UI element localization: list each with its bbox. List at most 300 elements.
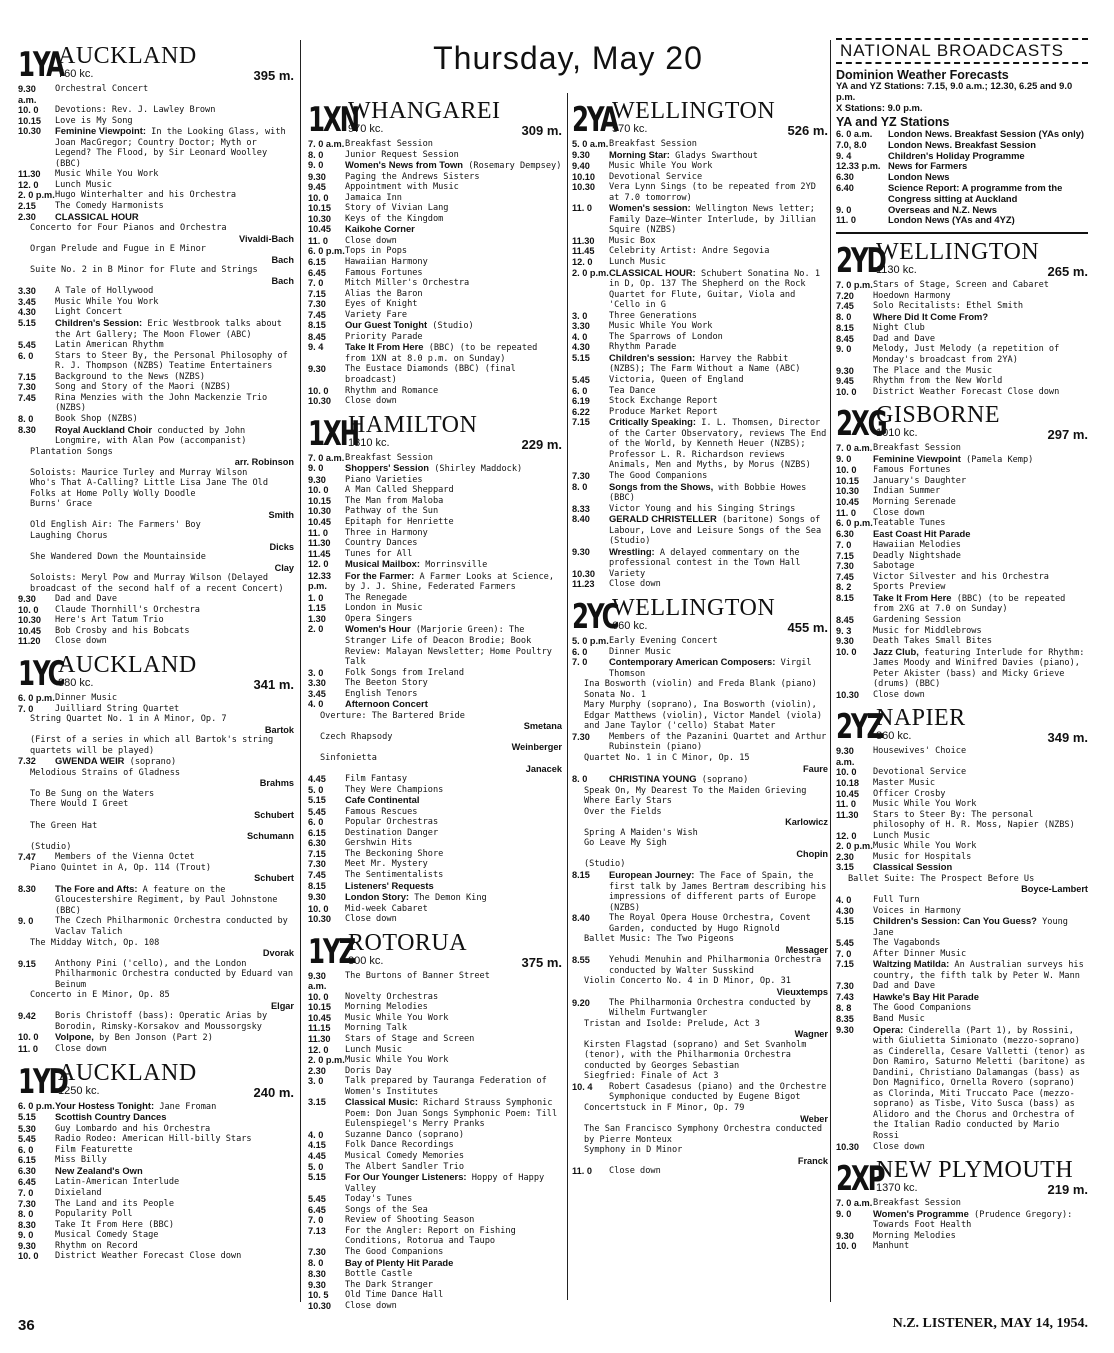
programme-row bbox=[572, 417, 828, 471]
composer-credit: Karlowicz bbox=[785, 817, 828, 828]
programme-highlight: Take It From Here bbox=[345, 341, 424, 353]
programme-detail: Old English Air: The Farmers' Boy bbox=[30, 520, 201, 531]
station-wavelength: 240 m. bbox=[253, 1084, 294, 1100]
station-wavelength: 455 m. bbox=[787, 619, 828, 635]
programme-detail: Ina Bosworth (violin) and Freda Blank (piano) Sonata No. 1 bbox=[584, 679, 817, 700]
programme-time: 1. 0 bbox=[308, 592, 324, 603]
programme-time: 1.15 bbox=[308, 603, 326, 614]
programme-description: The Sentimentalists bbox=[345, 870, 444, 880]
programme-time: 9.30 bbox=[836, 365, 854, 376]
programme-text bbox=[345, 904, 562, 915]
station-block-1xn bbox=[308, 99, 562, 407]
programme-description: Book Shop (NZBS) bbox=[55, 413, 138, 424]
programme-row bbox=[308, 1269, 562, 1280]
programme-detail: She Wandered Down the Mountainside bbox=[30, 552, 206, 563]
programme-text bbox=[345, 971, 562, 992]
programme-description: Music While You Work bbox=[609, 321, 713, 332]
programme-time: 5.45 bbox=[18, 340, 36, 351]
programme-row bbox=[836, 690, 1088, 701]
programme-row bbox=[308, 538, 562, 549]
programme-text bbox=[609, 774, 828, 786]
programme-row bbox=[572, 321, 828, 332]
programme-description: Dinner Music bbox=[55, 692, 118, 703]
programme-text bbox=[345, 257, 562, 268]
programme-highlight: Take It From Here bbox=[873, 591, 952, 603]
programme-time: 4. 0 bbox=[572, 331, 588, 342]
programme-time: 5.15 bbox=[836, 916, 854, 927]
programme-row bbox=[308, 992, 562, 1003]
programme-text bbox=[873, 1003, 1088, 1014]
programme-description: Produce Market Report bbox=[609, 406, 718, 417]
station-block-1ya bbox=[18, 44, 294, 647]
programme-time: 7. 0 bbox=[308, 1215, 324, 1226]
programme-row bbox=[18, 1251, 294, 1262]
programme-row bbox=[18, 105, 294, 116]
programme-time: 2. 0 p.m. bbox=[836, 841, 873, 852]
programme-description: Yehudi Menuhin and Philharmonia Orchestra conducted by Walter Susskind bbox=[609, 955, 822, 976]
programme-detail: Suite No. 2 in B Minor for Flute and Strings bbox=[30, 265, 258, 276]
programme-description: Famous Fortunes bbox=[873, 465, 951, 476]
programme-description: Dixieland bbox=[55, 1187, 102, 1198]
programme-description: Three in Harmony bbox=[345, 527, 428, 538]
programme-description: Stars to Steer By: The personal philosophy of H. R. Moss, Napier (NZBS) bbox=[873, 809, 1075, 831]
programme-text bbox=[873, 831, 1088, 842]
programme-description: Jamaica Inn bbox=[345, 192, 402, 203]
programme-text bbox=[609, 636, 828, 647]
programme-row bbox=[18, 286, 294, 297]
programme-text bbox=[873, 280, 1088, 291]
programme-description: Music While You Work bbox=[873, 841, 977, 852]
programme-row bbox=[836, 992, 1088, 1004]
programme-time: 7. 0 bbox=[18, 1187, 34, 1198]
national-programme-row bbox=[836, 161, 1088, 172]
programme-detail: Siegfried: Finale of Act 3 bbox=[584, 1071, 719, 1082]
station-frequency-row bbox=[58, 678, 294, 691]
programme-description: Officer Crosby bbox=[873, 788, 946, 799]
programme-row bbox=[308, 224, 562, 236]
programme-time: 10.30 bbox=[308, 506, 331, 517]
programme-row bbox=[308, 246, 562, 257]
programme-text bbox=[609, 332, 828, 343]
programme-text bbox=[345, 485, 562, 496]
station-frequency-row bbox=[348, 438, 562, 451]
programme-description: Lunch Music bbox=[609, 257, 666, 268]
station-header bbox=[836, 239, 1088, 282]
station-frequency-row bbox=[348, 956, 562, 969]
composer-credit: Franck bbox=[797, 1155, 828, 1166]
programme-time: 5. 0 a.m. bbox=[572, 139, 609, 149]
programme-row bbox=[572, 246, 828, 257]
programme-description: The Man from Maloba bbox=[345, 495, 444, 506]
composer-credit: Faure bbox=[802, 763, 828, 774]
programme-description: Claude Thornhill's Orchestra bbox=[55, 604, 200, 615]
programme-time: 11. 0 bbox=[836, 215, 856, 226]
programme-text bbox=[345, 268, 562, 279]
programme-row bbox=[572, 236, 828, 247]
programme-description: A Man Called Sheppard bbox=[345, 485, 454, 496]
station-call-sign: 1YC bbox=[18, 653, 64, 694]
programme-description: In the Looking Glass, with Joan MacGregor; Country Doctor; Myth or Legend? The Flood, by Sir Leonard Woolley (BBC) bbox=[55, 127, 286, 169]
programme-highlight: GERALD CHRISTELLER bbox=[609, 513, 717, 525]
programme-highlight: Where Did It Come From? bbox=[873, 310, 989, 322]
programme-row bbox=[308, 496, 562, 507]
programme-detail: Plantation Songs bbox=[30, 446, 113, 457]
programme-highlight: Bay of Plenty Hit Parade bbox=[345, 1256, 454, 1268]
programme-text bbox=[873, 561, 1088, 572]
programme-highlight: Children's Session: Can You Guess? bbox=[873, 915, 1037, 927]
station-call-sign: 2YD bbox=[836, 241, 885, 282]
programme-time: 6.15 bbox=[308, 827, 326, 838]
programme-row bbox=[572, 547, 828, 569]
programme-text bbox=[55, 693, 294, 704]
programme-text bbox=[609, 732, 828, 753]
programme-row bbox=[308, 1023, 562, 1034]
programme-time: 7.32 bbox=[18, 756, 36, 767]
programme-text bbox=[345, 1045, 562, 1056]
composer-credit: Chopin bbox=[796, 848, 828, 859]
programme-description: Breakfast Session bbox=[609, 139, 697, 149]
programme-description: Paging the Andrews Sisters bbox=[345, 171, 480, 182]
programme-text bbox=[55, 1230, 294, 1241]
programme-text bbox=[55, 180, 294, 191]
programme-time: 7.30 bbox=[18, 382, 36, 393]
programme-time: 10. 4 bbox=[572, 1081, 593, 1092]
programme-description: conducted by John Longmire, with Alan Pow (accompanist) bbox=[55, 425, 247, 447]
station-info bbox=[612, 596, 828, 634]
programme-row bbox=[836, 312, 1088, 324]
programme-time: 11. 0 bbox=[572, 1166, 592, 1177]
programme-text bbox=[873, 799, 1088, 810]
programme-text bbox=[345, 1194, 562, 1205]
programme-row bbox=[836, 916, 1088, 938]
programme-time: 6. 0 bbox=[572, 646, 588, 657]
programme-text bbox=[873, 454, 1088, 466]
composer-credit: Weinberger bbox=[511, 742, 562, 753]
programme-time: 6.45 bbox=[308, 267, 326, 278]
programme-text bbox=[345, 463, 562, 475]
national-programme-row bbox=[836, 215, 1088, 226]
programme-time: 6.19 bbox=[572, 396, 590, 407]
programme-time: 7.15 bbox=[308, 848, 326, 859]
programme-time: 10. 0 bbox=[308, 385, 329, 396]
programme-text bbox=[873, 376, 1088, 387]
programme-text bbox=[873, 1142, 1088, 1153]
station-wavelength: 297 m. bbox=[1047, 427, 1088, 443]
programme-text bbox=[345, 1013, 562, 1024]
programme-row bbox=[836, 529, 1088, 541]
programme-text bbox=[609, 236, 828, 247]
programme-time: 7.30 bbox=[836, 981, 854, 992]
programme-text bbox=[873, 508, 1088, 519]
programme-description: The Burtons of Banner Street bbox=[345, 970, 490, 981]
programme-time: 10.30 bbox=[18, 126, 41, 137]
programme-row bbox=[308, 678, 562, 689]
programme-time: 7.15 bbox=[18, 371, 36, 382]
programme-description: Rhythm and Romance bbox=[345, 385, 439, 396]
programme-row bbox=[308, 1140, 562, 1151]
programme-text bbox=[345, 1258, 562, 1270]
programme-time: 10.45 bbox=[836, 788, 859, 799]
programme-text bbox=[345, 795, 562, 807]
programme-row bbox=[572, 514, 828, 547]
programme-row bbox=[836, 626, 1088, 637]
programme-description: (Rosemary Dempsey) bbox=[468, 161, 562, 172]
programme-text bbox=[873, 615, 1088, 626]
programme-time: 10.15 bbox=[308, 203, 331, 214]
composer-credit: Boyce-Lambert bbox=[1021, 884, 1088, 895]
programme-row bbox=[836, 486, 1088, 497]
column-divider bbox=[300, 40, 301, 1302]
programme-description: Three Generations bbox=[609, 310, 697, 321]
programme-description: Musical Comedy Memories bbox=[345, 1151, 464, 1162]
programme-row bbox=[836, 1003, 1088, 1014]
programme-highlight: Children's Session: bbox=[55, 317, 143, 329]
programme-highlight: Scottish Country Dances bbox=[55, 1111, 167, 1123]
programme-text bbox=[345, 364, 562, 385]
programme-row bbox=[18, 884, 294, 917]
programme-row bbox=[836, 746, 1088, 767]
station-frequency-row bbox=[876, 1183, 1088, 1196]
composer-credit: Dvorak bbox=[262, 948, 294, 959]
programme-detail: Mary Murphy (soprano), Ina Bosworth (violin), Edgar Matthews (violin), Victor Mandel (viola) and Jane Taylor ('cello) Stabat Mater bbox=[584, 700, 822, 732]
programme-description: Sabotage bbox=[873, 561, 915, 572]
programme-row bbox=[18, 1220, 294, 1231]
programme-description: Stars to Steer By, the Personal Philosophy of R. J. Thompson (NZBS) Teatime Entertainers bbox=[55, 350, 288, 372]
programme-text bbox=[55, 382, 294, 393]
programme-text bbox=[345, 1205, 562, 1216]
composer-credit: Bartok bbox=[264, 724, 294, 735]
programme-time: 10.30 bbox=[18, 615, 41, 626]
programme-detail: Who's That A-Calling? Little Lisa Jane The Old Folks at Home Polly Wolly Doodle bbox=[30, 478, 268, 499]
programme-time: 10.15 bbox=[18, 115, 41, 126]
programme-description: Folk Dance Recordings bbox=[345, 1140, 454, 1151]
station-block-2ya bbox=[572, 99, 828, 590]
station-info bbox=[58, 1061, 294, 1099]
programme-time: 11.30 bbox=[836, 809, 859, 820]
ya-stations-list bbox=[836, 129, 1088, 226]
programme-text bbox=[55, 1166, 294, 1178]
programme-time: 4. 0 bbox=[308, 699, 324, 710]
programme-text bbox=[873, 862, 1088, 874]
programme-row bbox=[308, 289, 562, 300]
programme-text bbox=[873, 465, 1088, 476]
programme-time: 5.15 bbox=[572, 352, 590, 363]
programme-time: 5. 0 bbox=[308, 784, 324, 795]
programme-description: Old Time Dance Hall bbox=[345, 1290, 444, 1301]
programme-description: with Bobbie Howes (BBC) bbox=[609, 482, 807, 504]
programme-description: London in Music bbox=[345, 603, 423, 614]
programme-description: Song and Story of the Maori (NZBS) bbox=[55, 382, 231, 393]
programme-row bbox=[18, 297, 294, 308]
programme-row bbox=[308, 807, 562, 818]
programme-highlight: East Coast Hit Parade bbox=[873, 527, 971, 539]
station-frequency-row bbox=[876, 428, 1088, 441]
programme-description: Victor Young and his Singing Strings bbox=[609, 503, 796, 514]
programme-time: 2.30 bbox=[836, 851, 854, 862]
programme-description: Teatable Tunes bbox=[873, 518, 946, 529]
programme-row bbox=[18, 393, 294, 414]
programme-description: Music While You Work bbox=[345, 1055, 449, 1066]
programme-description: Solo Recitalists: Ethel Smith bbox=[873, 301, 1024, 312]
programme-time: 8.35 bbox=[836, 1014, 854, 1025]
programme-time: 11.20 bbox=[18, 636, 41, 647]
programme-description: Dad and Dave bbox=[55, 594, 118, 605]
programme-description: The Good Companions bbox=[345, 1246, 444, 1257]
programme-text bbox=[345, 807, 562, 818]
programme-time: 10.45 bbox=[308, 516, 331, 527]
programme-highlight: For the Farmer: bbox=[345, 569, 415, 581]
programme-description: The Place and the Music bbox=[873, 365, 992, 376]
programme-row bbox=[836, 647, 1088, 690]
station-city: NEW PLYMOUTH bbox=[876, 1157, 1074, 1184]
programme-description: Rina Menzies with the John Mackenzie Trio (NZBS) bbox=[55, 392, 268, 414]
station-info bbox=[876, 1158, 1088, 1196]
programme-time: 10. 0 bbox=[18, 105, 39, 116]
programme-row bbox=[836, 789, 1088, 800]
programme-time: 10.45 bbox=[308, 224, 331, 235]
station-header bbox=[836, 705, 1088, 748]
programme-time: 9. 0 bbox=[18, 916, 34, 927]
programme-text bbox=[609, 321, 828, 332]
programme-row bbox=[836, 767, 1088, 778]
programme-description: Morning Melodies bbox=[873, 1230, 956, 1241]
programme-description: Story of Vivian Lang bbox=[345, 203, 449, 214]
station-info bbox=[348, 413, 562, 451]
programme-time: 6.30 bbox=[18, 1165, 36, 1176]
programme-text bbox=[55, 340, 294, 351]
programme-highlight: Hawke's Bay Hit Parade bbox=[873, 990, 979, 1002]
programme-description: Close down bbox=[873, 507, 925, 518]
programme-row bbox=[836, 572, 1088, 583]
programme-description: Members of the Vienna Octet bbox=[55, 852, 195, 863]
programme-text bbox=[345, 624, 562, 667]
programme-time: 9. 0 bbox=[308, 463, 324, 474]
programme-time: 11. 0 bbox=[308, 527, 328, 538]
programme-description: (BBC) (to be repeated from 1XN at 8.0 p.m. on Sunday) bbox=[345, 343, 538, 364]
programme-time: 6. 0 a.m. bbox=[836, 129, 873, 140]
programme-row bbox=[572, 1166, 828, 1177]
programme-row bbox=[308, 203, 562, 214]
programme-description: Love is My Song bbox=[55, 115, 133, 126]
programme-text bbox=[345, 1055, 562, 1066]
programme-description: Mid-week Cabaret bbox=[345, 903, 428, 914]
programme-time: 9. 4 bbox=[836, 150, 852, 161]
programme-description: Close down bbox=[345, 914, 397, 925]
programme-text bbox=[345, 182, 562, 193]
programme-description: Deadly Nightshade bbox=[873, 550, 961, 561]
programme-description: Music While You Work bbox=[609, 161, 713, 172]
programme-time: 9. 0 bbox=[836, 1208, 852, 1219]
station-info bbox=[348, 931, 562, 969]
programme-text bbox=[873, 323, 1088, 334]
station-wavelength: 375 m. bbox=[521, 954, 562, 970]
station-wavelength: 265 m. bbox=[1047, 264, 1088, 280]
programme-row bbox=[836, 540, 1088, 551]
programme-row bbox=[308, 139, 562, 150]
programme-description: (soprano) bbox=[701, 775, 749, 786]
programme-time: 7.45 bbox=[836, 571, 854, 582]
programme-detail: Tristan and Isolde: Prelude, Act 3 bbox=[584, 1018, 760, 1029]
station-frequency-row bbox=[58, 69, 294, 82]
programme-row bbox=[836, 1241, 1088, 1252]
programme-row bbox=[836, 1142, 1088, 1153]
programme-text bbox=[873, 291, 1088, 302]
programme-time: 7.15 bbox=[836, 959, 854, 970]
programme-row bbox=[572, 268, 828, 311]
programme-highlight: Our Guest Tonight bbox=[345, 319, 428, 331]
station-header bbox=[18, 43, 294, 85]
programme-text bbox=[345, 342, 562, 364]
station-city: HAMILTON bbox=[348, 411, 478, 438]
programme-time: 9.30 bbox=[836, 1230, 854, 1241]
programme-description: Devotional Service bbox=[873, 767, 967, 778]
programme-text bbox=[873, 778, 1088, 789]
programme-text bbox=[345, 528, 562, 539]
programme-time: 9.30 a.m. bbox=[308, 970, 327, 992]
programme-row bbox=[308, 849, 562, 860]
programme-highlight: Jazz Club, bbox=[873, 645, 919, 657]
programme-description: London News (YAs and 4YZ) bbox=[888, 214, 1015, 226]
programme-time: 10.45 bbox=[308, 1012, 331, 1023]
programme-time: 7.45 bbox=[308, 870, 326, 880]
programme-text bbox=[609, 1166, 828, 1177]
programme-row bbox=[308, 386, 562, 397]
programme-time: 2. 0 p.m. bbox=[308, 1055, 345, 1066]
programme-description: Dad and Dave bbox=[873, 333, 936, 344]
programme-time: 10.10 bbox=[572, 171, 595, 182]
station-call-sign: 2YA bbox=[572, 100, 617, 140]
programme-time: 7. 0 bbox=[572, 657, 588, 668]
programme-time: 5.45 bbox=[572, 375, 590, 386]
programme-row bbox=[572, 182, 828, 203]
programme-description: (Marjorie Green): The Stranger Life of Deacon Brodie; Book Review: Malayan Newsletter; Home Poultry Talk bbox=[345, 625, 552, 668]
programme-time: 10. 0 bbox=[18, 1251, 39, 1262]
programme-row bbox=[308, 838, 562, 849]
programme-time: 7. 0 bbox=[308, 278, 324, 289]
programme-time: 2.30 bbox=[308, 1065, 326, 1076]
programme-description: Voices in Harmony bbox=[873, 905, 961, 916]
station-info bbox=[876, 403, 1088, 441]
programme-time: 3. 0 bbox=[572, 310, 588, 321]
programme-description: The Czech Philharmonic Orchestra conducted by Vaclav Talich bbox=[55, 916, 288, 938]
programme-description: The Good Companions bbox=[609, 470, 708, 481]
programme-row bbox=[836, 291, 1088, 302]
programme-row bbox=[18, 615, 294, 626]
programme-row bbox=[18, 169, 294, 180]
programme-row bbox=[308, 342, 562, 364]
station-city: WELLINGTON bbox=[612, 594, 776, 621]
programme-row bbox=[308, 1002, 562, 1013]
page-number: 36 bbox=[18, 1317, 35, 1334]
programme-time: 4.30 bbox=[18, 307, 36, 318]
programme-text bbox=[609, 150, 828, 162]
composer-credit: Janacek bbox=[525, 763, 562, 774]
programme-description: Dad and Dave bbox=[873, 981, 936, 992]
programme-description: Stars of Stage and Screen bbox=[345, 1034, 475, 1045]
programme-time: 5.45 bbox=[308, 806, 326, 817]
programme-description: Today's Tunes bbox=[345, 1194, 413, 1205]
programme-description: Morrinsville bbox=[425, 560, 488, 571]
programme-row bbox=[18, 1134, 294, 1145]
programme-time: 8. 0 bbox=[572, 481, 588, 492]
programme-description: Hoppy of Happy Valley bbox=[345, 1173, 545, 1194]
programme-description: The Land and its People bbox=[55, 1198, 174, 1209]
programme-row bbox=[308, 1130, 562, 1141]
programme-description: Stars of Stage, Screen and Cabaret bbox=[873, 280, 1049, 291]
programme-text bbox=[609, 870, 828, 913]
programme-row bbox=[308, 160, 562, 172]
programme-time: 7.47 bbox=[18, 852, 36, 863]
